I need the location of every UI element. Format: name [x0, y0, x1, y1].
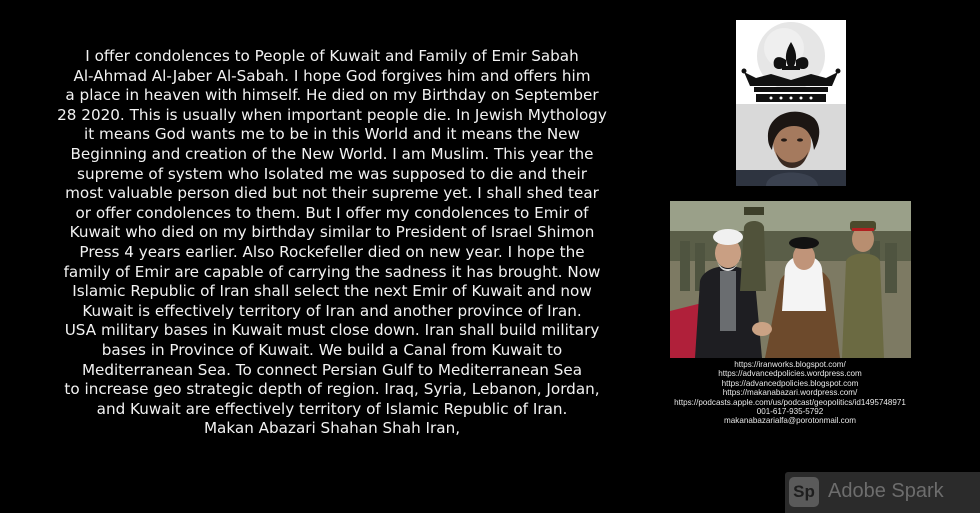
- link-advancedpolicies-blogspot[interactable]: https://advancedpolicies.blogspot.com: [721, 378, 859, 388]
- message-line: Mediterranean Sea. To connect Persian Gulf to Mediterranean Sea: [81, 360, 583, 379]
- message-line: supreme of system who Isolated me was supposed to die and their: [77, 164, 587, 183]
- brand-name: Adobe Spark: [828, 480, 944, 502]
- link-iranworks[interactable]: https://iranworks.blogspot.com/: [734, 360, 846, 369]
- message-line: Islamic Republic of Iran shall select the next Emir of Kuwait and now: [72, 282, 592, 301]
- crown-icon: [736, 20, 846, 104]
- message-line: family of Emir are capable of carrying the sadness it has brought. Now: [63, 262, 601, 281]
- message-line: USA military bases in Kuwait must close down. Iran shall build military: [64, 321, 600, 340]
- message-line: Makan Abazari Shahan Shah Iran,: [203, 419, 461, 438]
- contact-links: [640, 360, 940, 426]
- email-address: makanabazarialfa@porotonmail.com: [724, 416, 856, 426]
- handshake-photo-icon: [670, 201, 911, 358]
- message-line: or offer condolences to them. But I offer my condolences to Emir of: [75, 203, 589, 222]
- message-line: and Kuwait are effectively territory of Islamic Republic of Iran.: [96, 399, 568, 418]
- message-line: Beginning and creation of the New World. I am Muslim. This year the: [70, 144, 594, 163]
- link-advancedpolicies-wordpress[interactable]: https://advancedpolicies.wordpress.com: [718, 369, 862, 379]
- portrait-icon: [736, 104, 846, 186]
- condolence-message: [52, 47, 612, 439]
- message-line: a place in heaven with himself. He died on my Birthday on September: [65, 86, 599, 105]
- message-line: Kuwait who died on my birthday similar to President of Israel Shimon: [69, 223, 595, 242]
- link-makanabazari[interactable]: https://makanabazari.wordpress.com/: [722, 388, 858, 398]
- message-line: 28 2020. This is usually when important people die. In Jewish Mythology: [57, 105, 607, 124]
- phone-number: 001-617-935-5792: [756, 407, 824, 417]
- message-line: most valuable person died but not their supreme yet. I shall shed tear: [65, 184, 599, 203]
- adobe-spark-watermark: [785, 472, 980, 513]
- message-line: bases in Province of Kuwait. We build a Canal from Kuwait to: [101, 340, 563, 359]
- leaders-handshake-image: [670, 201, 911, 358]
- message-line: to increase geo strategic depth of region. Iraq, Syria, Lebanon, Jordan,: [64, 380, 600, 399]
- message-line: Kuwait is effectively territory of Iran and another province of Iran.: [82, 301, 582, 320]
- message-line: Al-Ahmad Al-Jaber Al-Sabah. I hope God forgives him and offers him: [73, 66, 591, 85]
- link-podcast[interactable]: https://podcasts.apple.com/us/podcast/geopolitics/id1495748971: [674, 397, 906, 407]
- spark-logo-icon: Sp: [789, 477, 819, 507]
- author-portrait-image: [736, 104, 846, 186]
- crown-emblem-image: [736, 20, 846, 104]
- message-line: I offer condolences to People of Kuwait and Family of Emir Sabah: [85, 47, 579, 65]
- message-line: it means God wants me to be in this World and it means the New: [84, 125, 580, 144]
- message-line: Press 4 years earlier. Also Rockefeller died on new year. I hope the: [79, 242, 585, 261]
